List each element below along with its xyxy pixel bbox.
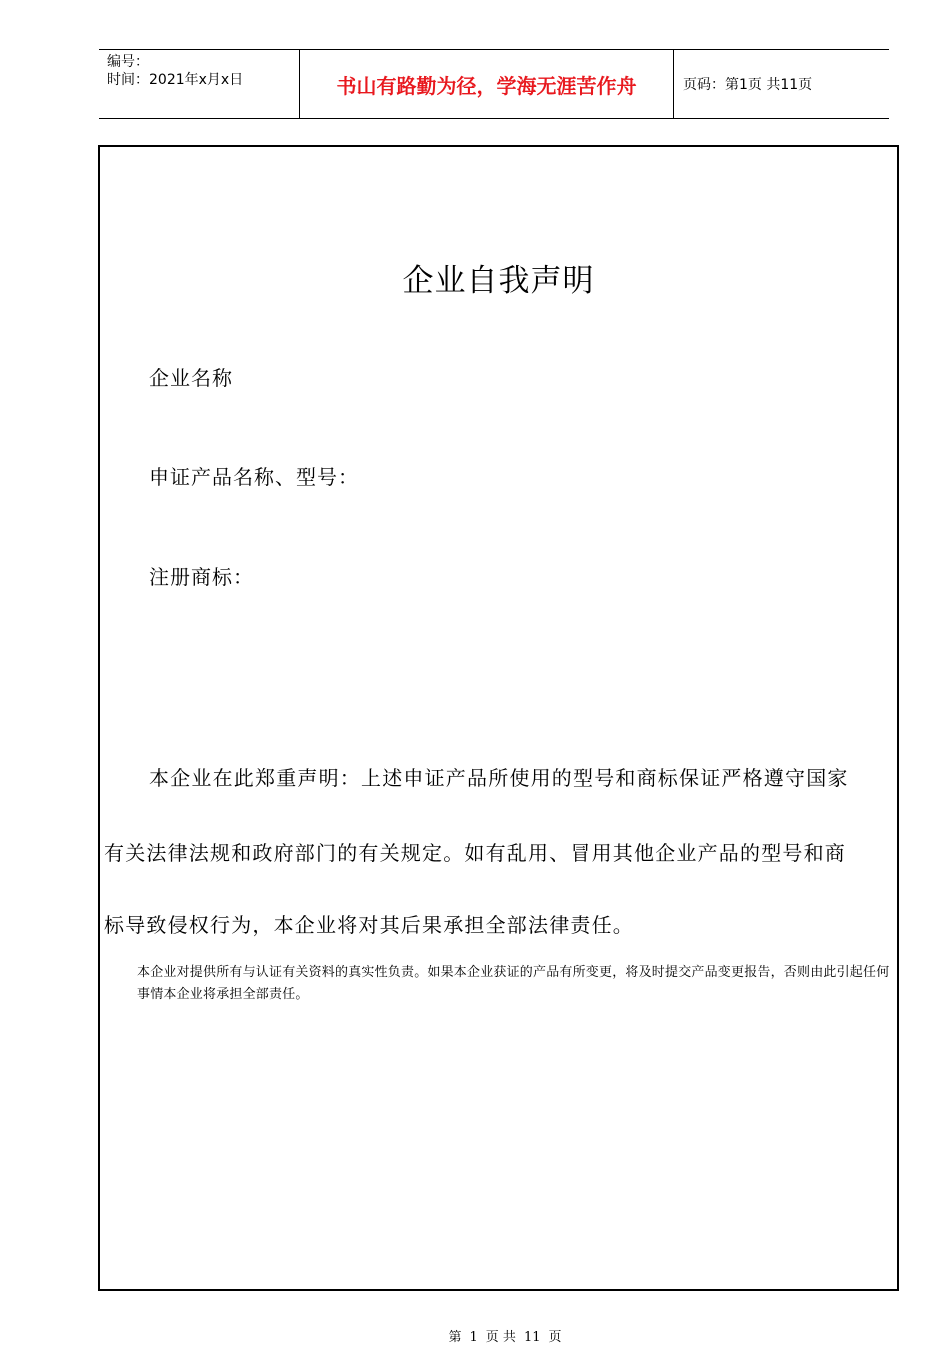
responsibility-note: 本企业对提供所有与认证有关资料的真实性负责。如果本企业获证的产品有所变更，将及时提交产品变更报告，否则由此引起任何事情本企业将承担全部责任。 (137, 965, 890, 1002)
header-page-label: 页码：第1页 共11页 (683, 77, 813, 93)
header-meta-cell (99, 50, 300, 118)
footer-page-current: 1 (469, 1330, 478, 1345)
footer-page-mid: 页 共 (485, 1330, 516, 1345)
page-header (99, 49, 889, 119)
declaration-line-3: 标导致侵权行为，本企业将对其后果承担全部法律责任。 (104, 913, 634, 937)
footer-page-total: 11 (523, 1330, 541, 1345)
declaration-line-2: 有关法律法规和政府部门的有关规定。如有乱用、冒用其他企业产品的型号和商 (104, 841, 846, 865)
page-footer (0, 1326, 950, 1345)
trademark-field: 注册商标： (149, 565, 254, 589)
footer-page-prefix: 第 (448, 1330, 462, 1345)
header-motto: 书山有路勤为径，学海无涯苦作舟 (300, 50, 674, 118)
declaration-form (98, 145, 899, 1291)
company-name-field: 企业名称 (149, 366, 233, 390)
number-label: 编号： (107, 54, 149, 70)
footer-page-suffix: 页 (548, 1330, 562, 1345)
date-label: 时间：2021年x月x日 (107, 72, 244, 88)
declaration-line-1: 本企业在此郑重声明：上述申证产品所使用的型号和商标保证严格遵守国家 (149, 766, 849, 790)
document-title: 企业自我声明 (402, 263, 595, 299)
product-name-model-field: 申证产品名称、型号： (149, 465, 359, 489)
